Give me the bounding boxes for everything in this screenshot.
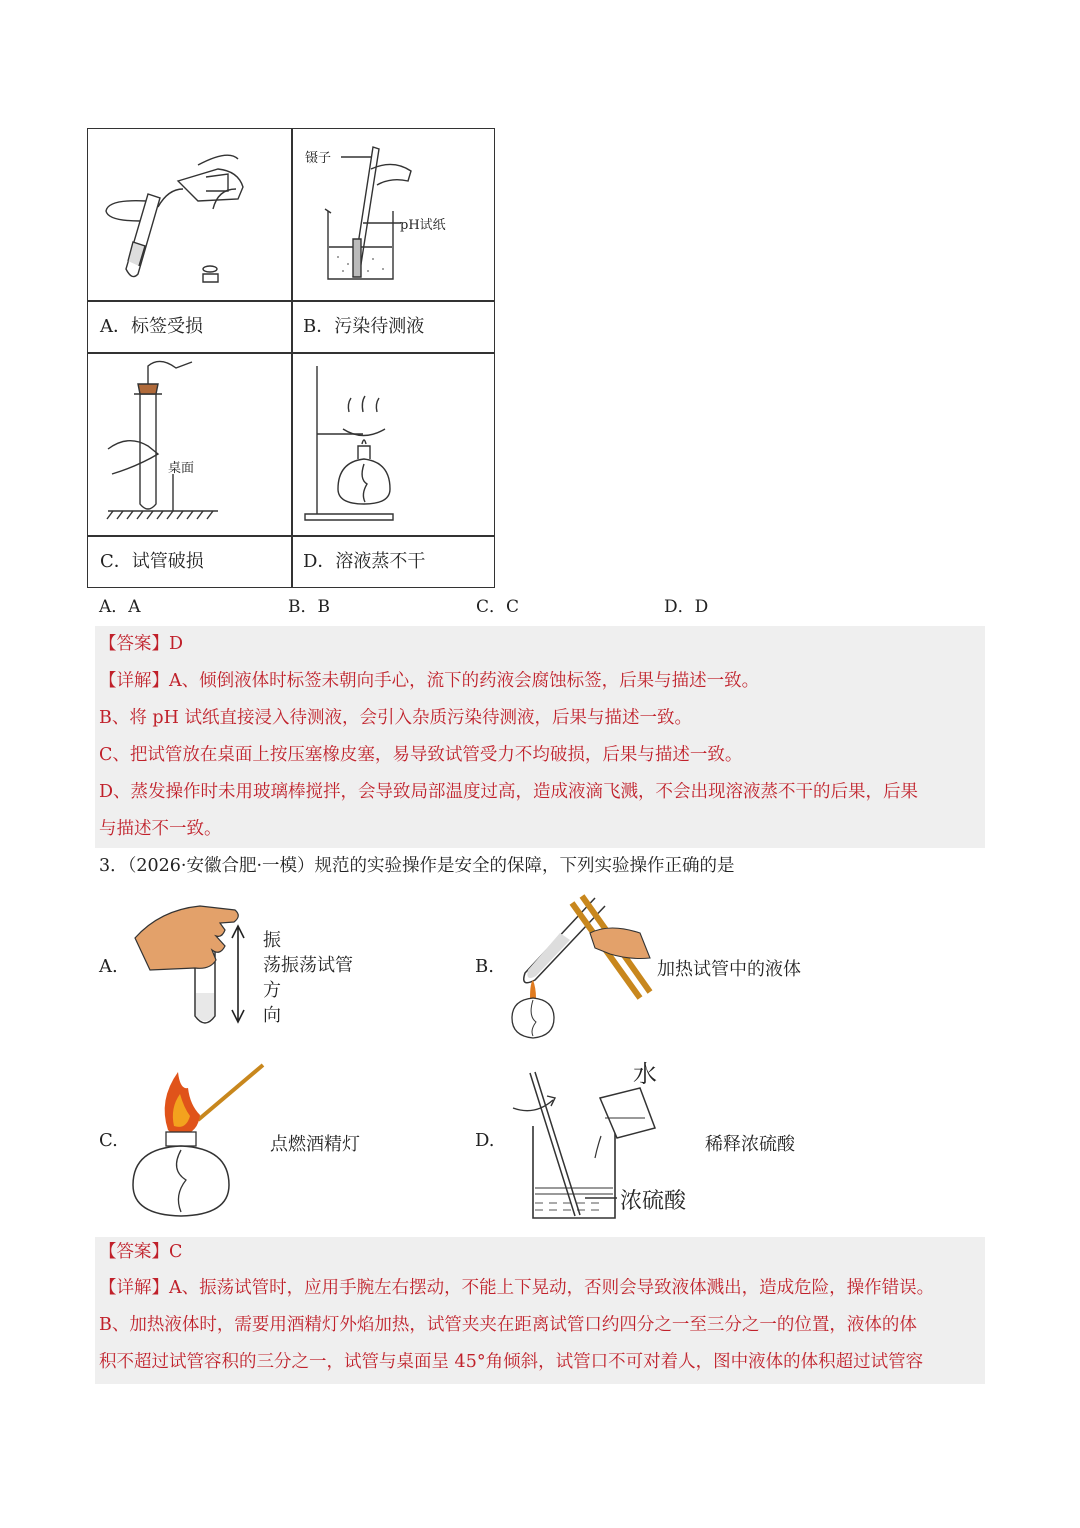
q3-option-c-label: C. bbox=[99, 1130, 118, 1151]
shake-direction-label: 振 荡振荡试管 方 向 bbox=[263, 930, 353, 1026]
q2-detail-line: 【详解】A、倾倒液体时标签未朝向手心，流下的药液会腐蚀标签，后果与描述一致。 bbox=[99, 671, 760, 691]
q3-option-d-label: D. bbox=[475, 1130, 495, 1151]
q3-option-a-label: A. bbox=[99, 956, 118, 977]
panel-d-caption: D．溶液蒸不干 bbox=[303, 551, 426, 572]
answer-tag: 【答案】 bbox=[99, 1242, 169, 1262]
panel-b-caption: B．污染待测液 bbox=[303, 316, 425, 337]
answer-value: C bbox=[169, 1242, 183, 1262]
q3-answer bbox=[99, 1238, 182, 1263]
choice-b: B．B bbox=[288, 597, 330, 617]
q3-option-c-caption: 点燃酒精灯 bbox=[270, 1134, 360, 1155]
diluting-acid-illustration bbox=[505, 1058, 715, 1223]
q3-detail-line: B、加热液体时，需要用酒精灯外焰加热，试管夹夹在距离试管口约四分之一至三分之一的位置，液体的体 bbox=[99, 1315, 917, 1335]
answer-value: D bbox=[169, 634, 184, 654]
q3-option-d-caption: 稀释浓硫酸 bbox=[705, 1134, 795, 1155]
q2-figure-grid bbox=[87, 128, 495, 588]
q3-stem: 3．（2026·安徽合肥·一模）规范的实验操作是安全的保障，下列实验操作正确的是 bbox=[99, 856, 735, 876]
heating-test-tube-illustration bbox=[500, 888, 660, 1048]
detail-tag: 【详解】 bbox=[99, 671, 169, 691]
panel-c-caption: C．试管破损 bbox=[100, 551, 204, 572]
detail-tag: 【详解】 bbox=[99, 1278, 169, 1298]
tweezers-label: 镊子 bbox=[305, 151, 332, 166]
water-label: 水 bbox=[633, 1060, 657, 1088]
evaporation-illustration bbox=[293, 354, 496, 534]
ph-paper-illustration bbox=[293, 129, 496, 300]
test-tube-stopper-illustration bbox=[88, 354, 291, 534]
grid-divider bbox=[88, 535, 494, 537]
shaking-test-tube-illustration bbox=[130, 898, 270, 1033]
pouring-liquid-illustration bbox=[88, 129, 291, 300]
grid-divider bbox=[88, 300, 494, 302]
q3-option-b-label: B. bbox=[475, 956, 494, 977]
q2-detail-line: C、把试管放在桌面上按压塞橡皮塞，易导致试管受力不均破损，后果与描述一致。 bbox=[99, 745, 743, 765]
lighting-alcohol-lamp-illustration bbox=[128, 1060, 273, 1220]
answer-tag: 【答案】 bbox=[99, 634, 169, 654]
choice-d: D．D bbox=[664, 597, 709, 617]
choice-a: A．A bbox=[99, 597, 141, 617]
q3-detail-line: 积不超过试管容积的三分之一，试管与桌面呈 45°角倾斜，试管口不可对着人，图中液体的体积超过试管容 bbox=[99, 1352, 924, 1372]
q2-answer bbox=[99, 630, 183, 655]
q2-detail-line: 与描述不一致。 bbox=[99, 819, 222, 839]
panel-a-caption: A．标签受损 bbox=[100, 316, 203, 337]
q2-answer-box bbox=[95, 626, 985, 848]
desk-label: 桌面 bbox=[168, 461, 195, 476]
q2-detail-line: D、蒸发操作时未用玻璃棒搅拌，会导致局部温度过高，造成液滴飞溅，不会出现溶液蒸不干的后果，后果 bbox=[99, 782, 919, 802]
ph-paper-label: pH试纸 bbox=[400, 218, 446, 233]
choice-c: C．C bbox=[476, 597, 520, 617]
q2-detail-line: B、将 pH 试纸直接浸入待测液，会引入杂质污染待测液，后果与描述一致。 bbox=[99, 708, 692, 728]
q3-detail-line: 【详解】A、振荡试管时，应用手腕左右摆动，不能上下晃动，否则会导致液体溅出，造成危险，操作错误。 bbox=[99, 1278, 935, 1298]
q3-option-b-caption: 加热试管中的液体 bbox=[657, 959, 801, 980]
sulfuric-acid-label: 浓硫酸 bbox=[620, 1189, 687, 1214]
q3-option-a-caption: 振荡试管 bbox=[281, 955, 353, 976]
